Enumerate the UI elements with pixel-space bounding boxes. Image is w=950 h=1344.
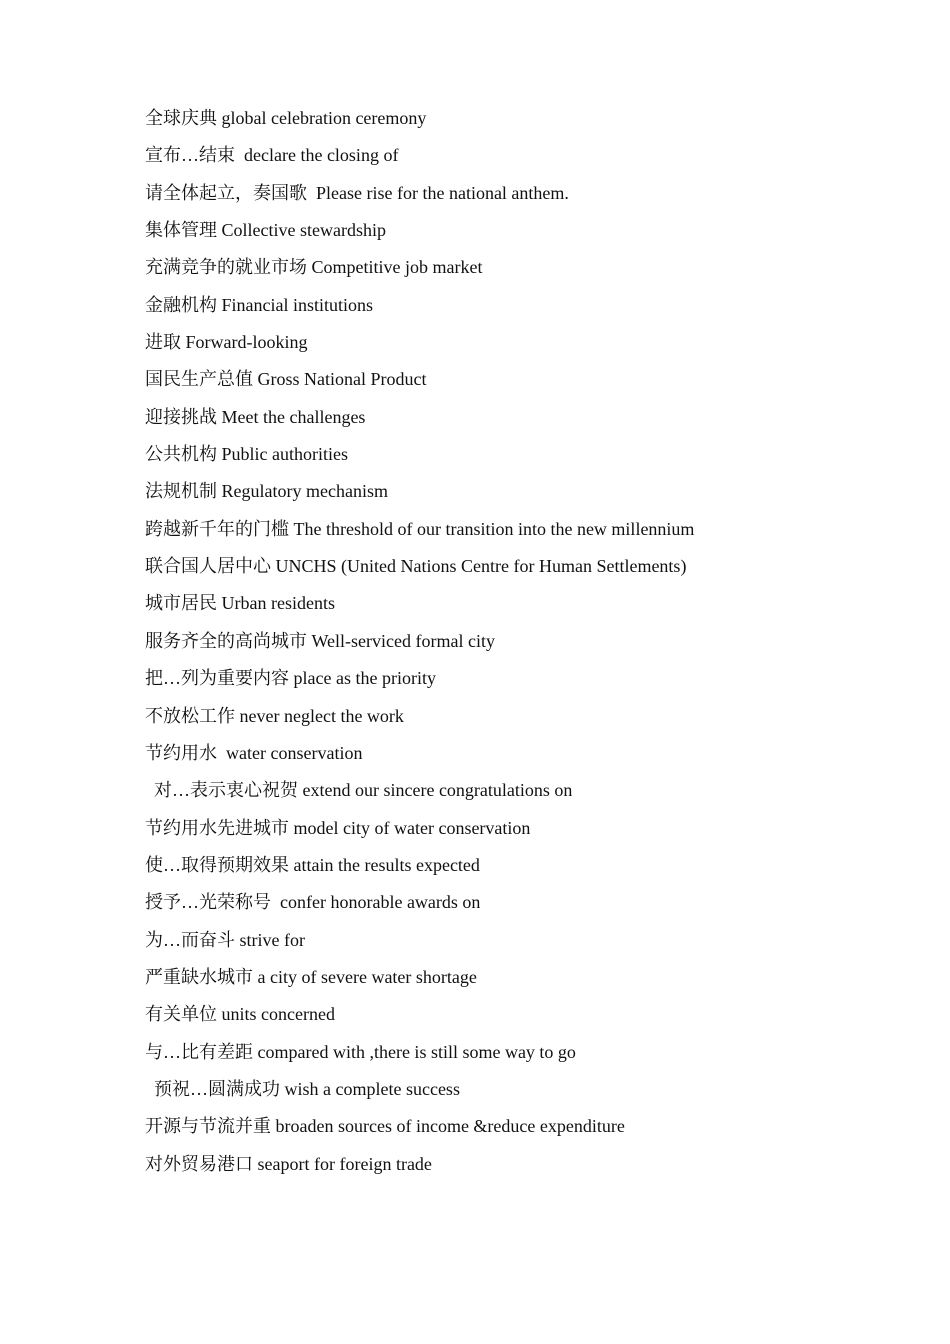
glossary-entry: 充满竞争的就业市场 Competitive job market bbox=[145, 257, 483, 278]
glossary-entry: 不放松工作 never neglect the work bbox=[145, 705, 404, 726]
glossary-entry: 金融机构 Financial institutions bbox=[145, 294, 373, 315]
glossary-entry: 节约用水先进城市 model city of water conservation bbox=[145, 817, 531, 838]
glossary-entry: 授予…光荣称号 confer honorable awards on bbox=[145, 892, 481, 913]
glossary-entry: 城市居民 Urban residents bbox=[145, 593, 335, 614]
glossary-entry: 进取 Forward-looking bbox=[145, 332, 308, 353]
glossary-entry: 与…比有差距 compared with ,there is still some way to go bbox=[145, 1041, 576, 1062]
glossary-entry: 预祝…圆满成功 wish a complete success bbox=[145, 1078, 460, 1099]
glossary-entry: 迎接挑战 Meet the challenges bbox=[145, 406, 366, 427]
glossary-entry: 把…列为重要内容 place as the priority bbox=[145, 668, 436, 689]
glossary-entry: 请全体起立，奏国歌 Please rise for the national anthem. bbox=[145, 182, 569, 203]
glossary-entry: 法规机制 Regulatory mechanism bbox=[145, 481, 388, 502]
glossary-entry: 使…取得预期效果 attain the results expected bbox=[145, 854, 480, 875]
glossary-entry: 对…表示衷心祝贺 extend our sincere congratulations on bbox=[145, 780, 573, 801]
glossary-entry: 国民生产总值 Gross National Product bbox=[145, 369, 427, 390]
glossary-entry: 宣布…结束 declare the closing of bbox=[145, 145, 399, 166]
glossary-entry: 对外贸易港口 seaport for foreign trade bbox=[145, 1153, 432, 1174]
glossary-list bbox=[145, 104, 905, 1187]
glossary-entry: 联合国人居中心 UNCHS (United Nations Centre for Human Settlements) bbox=[145, 556, 687, 577]
glossary-entry: 服务齐全的高尚城市 Well-serviced formal city bbox=[145, 630, 495, 651]
glossary-entry: 为…而奋斗 strive for bbox=[145, 929, 305, 950]
glossary-entry: 全球庆典 global celebration ceremony bbox=[145, 108, 427, 128]
glossary-entry: 集体管理 Collective stewardship bbox=[145, 220, 386, 241]
glossary-entry: 有关单位 units concerned bbox=[145, 1004, 335, 1025]
glossary-entry: 开源与节流并重 broaden sources of income &reduce expenditure bbox=[145, 1116, 625, 1137]
glossary-entry: 节约用水 water conservation bbox=[145, 742, 363, 763]
glossary-entry: 跨越新千年的门槛 The threshold of our transition into the new millennium bbox=[145, 518, 695, 539]
glossary-entry: 严重缺水城市 a city of severe water shortage bbox=[145, 966, 477, 987]
glossary-entry: 公共机构 Public authorities bbox=[145, 444, 348, 465]
